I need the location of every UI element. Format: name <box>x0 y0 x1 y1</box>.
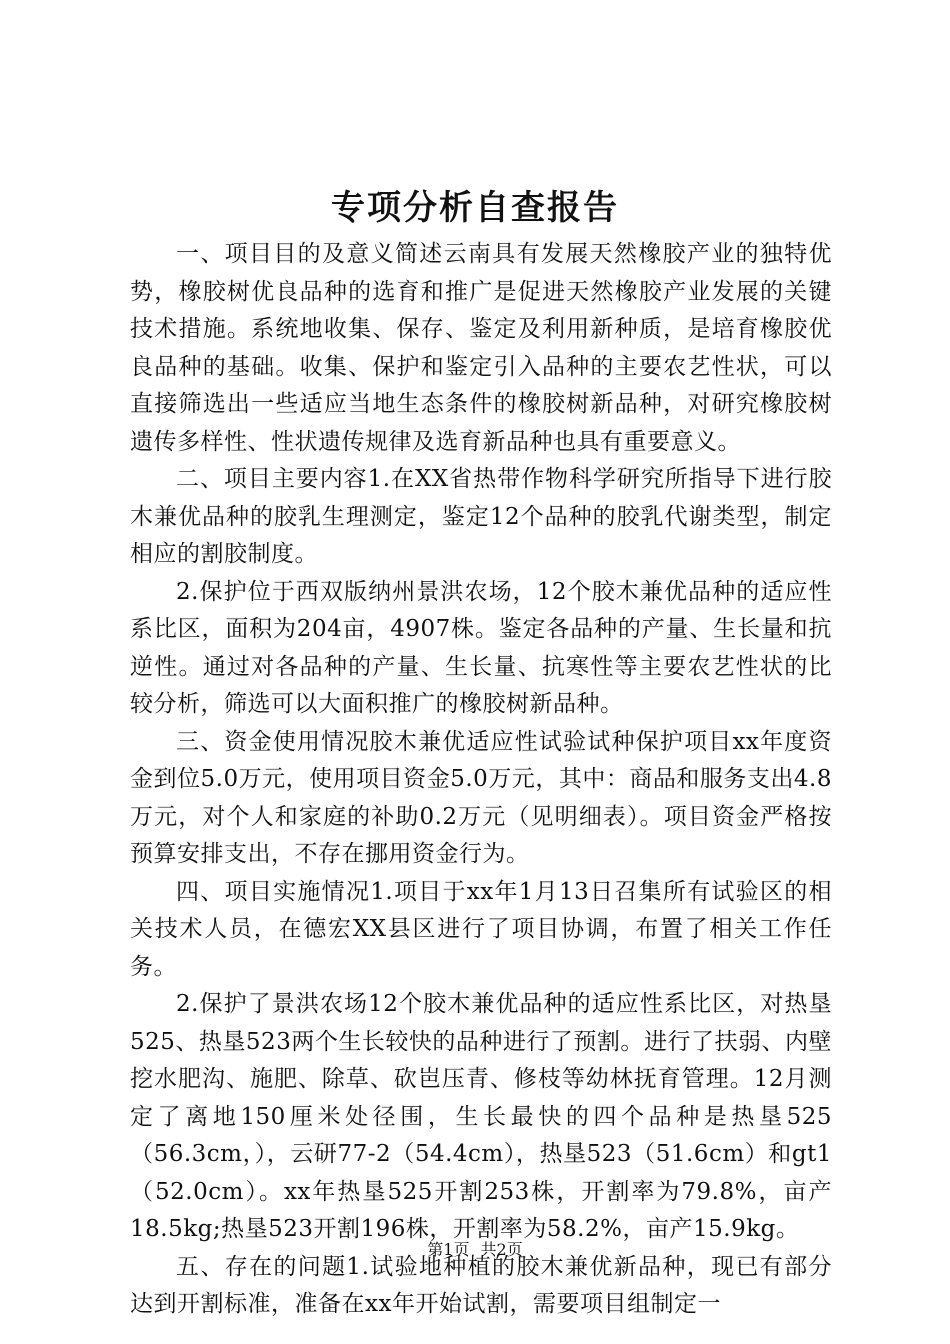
paragraph-funding: 三、资金使用情况胶木兼优适应性试验试种保护项目xx年度资金到位5.0万元，使用项目资金5.0万元，其中：商品和服务支出4.8万元，对个人和家庭的补助0.2万元（见明细表）。项目资金严格按预算安排支出，不存在挪用资金行为。 <box>130 728 832 867</box>
paragraph-main-content: 二、项目主要内容1.在XX省热带作物科学研究所指导下进行胶木兼优品种的胶乳生理测定，鉴定12个品种的胶乳代谢类型，制定相应的割胶制度。 <box>130 466 832 567</box>
paragraph-protection: 2.保护位于西双版纳州景洪农场，12个胶木兼优品种的适应性系比区，面积为204亩，4907株。鉴定各品种的产量、生长量和抗逆性。通过对各品种的产量、生长量、抗寒性等主要农艺性状的比较分析，筛选可以大面积推广的橡胶树新品种。 <box>130 578 832 717</box>
paragraph-implementation: 四、项目实施情况1.项目于xx年1月13日召集所有试验区的相关技术人员，在德宏XX县区进行了项目协调，布置了相关工作任务。 <box>130 878 832 980</box>
paragraph-problems: 五、存在的问题1.试验地种植的胶木兼优新品种，现已有部分达到开割标准，准备在xx年开始试割，需要项目组制定一 <box>130 1253 832 1317</box>
page-number: 第1页 <box>427 1240 470 1259</box>
paragraph-implementation-2: 2.保护了景洪农场12个胶木兼优品种的适应性系比区，对热垦525、热垦523两个生长较快的品种进行了预割。进行了扶弱、内壁挖水肥沟、施肥、除草、砍岜压青、修枝等幼林抚育管理。12月测定了离地150厘米处径围，生长最快的四个品种是热垦525（56.3cm，），云研77-2（54.4cm），热垦523（51.6cm）和gt1（52.0cm）。xx年热垦525开割253株，开割率为79.8%，亩产18.5kg;热垦523开割196株，开割率为58.2%，亩产15.9kg。 <box>130 991 832 1242</box>
page-footer <box>0 1238 950 1262</box>
document-title: 专项分析自查报告 <box>331 188 619 228</box>
page-total: 共2页 <box>480 1240 523 1259</box>
paragraph-purpose: 一、项目目的及意义简述云南具有发展天然橡胶产业的独特优势，橡胶树优良品种的选育和推广是促进天然橡胶产业发展的关键技术措施。系统地收集、保存、鉴定及利用新种质，是培育橡胶优良品种的基础。收集、保护和鉴定引入品种的主要农艺性状，可以直接筛选出一些适应当地生态条件的橡胶树新品种，对研究橡胶树遗传多样性、性状遗传规律及选育新品种也具有重要意义。 <box>130 241 832 455</box>
document-body <box>130 236 832 1324</box>
